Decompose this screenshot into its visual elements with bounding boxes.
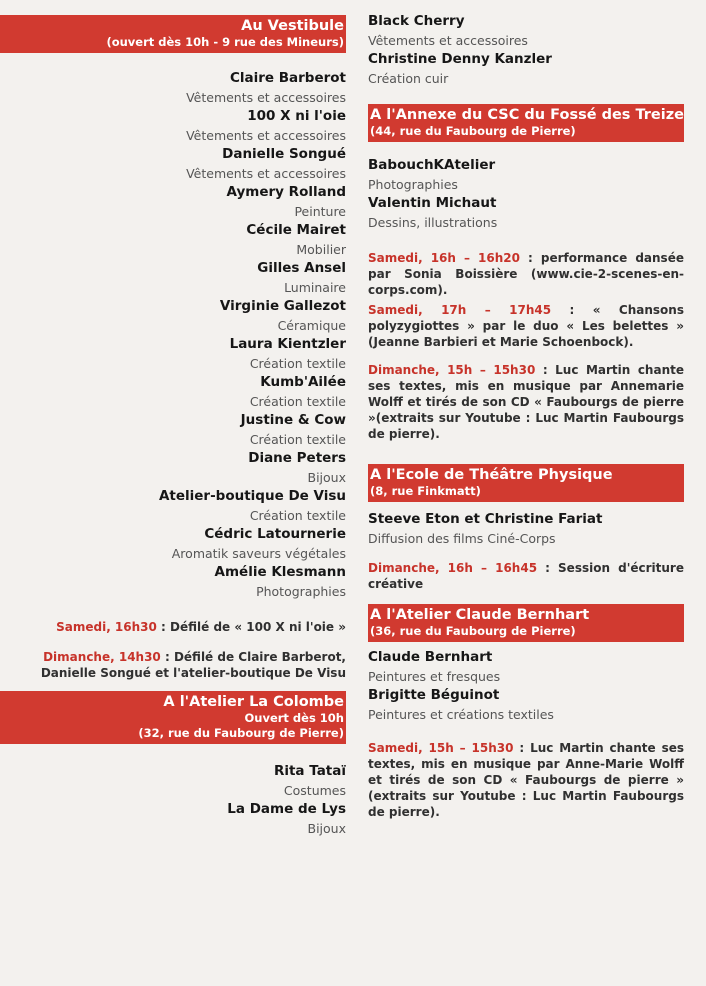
exhibitor-desc: Dessins, illustrations — [368, 215, 498, 230]
event-ecole — [368, 560, 684, 592]
bernhart-banner — [368, 604, 684, 642]
exhibitor-desc: Peintures et créations textiles — [368, 707, 554, 722]
exhibitor-entry — [368, 50, 684, 88]
exhibitor-entry — [0, 259, 346, 297]
event-vestibule-saturday — [0, 619, 346, 635]
exhibitor-entry — [0, 373, 346, 411]
exhibitor-desc: Peinture — [294, 204, 346, 219]
exhibitor-name: Justine & Cow — [240, 412, 346, 428]
exhibitor-desc: Costumes — [283, 783, 346, 798]
exhibitor-name: Steeve Eton et Christine Fariat — [368, 511, 603, 527]
exhibitor-name: Virginie Gallezot — [219, 298, 346, 314]
exhibitor-name: Valentin Michaut — [368, 195, 497, 211]
exhibitor-entry — [0, 563, 346, 601]
event-time: Dimanche, 16h – 16h45 — [368, 561, 538, 575]
exhibitor-name: Black Cherry — [368, 13, 465, 29]
exhibitor-entry — [0, 487, 346, 525]
exhibitor-entry — [0, 525, 346, 563]
exhibitor-entry — [0, 411, 346, 449]
ecole-subtitle: (8, rue Finkmatt) — [370, 484, 481, 498]
exhibitor-entry — [368, 686, 684, 724]
colombe-address: (32, rue du Faubourg de Pierre) — [138, 726, 344, 740]
exhibitor-name: Danielle Songué — [222, 146, 346, 162]
exhibitor-name: Cécile Mairet — [246, 222, 346, 238]
vestibule-title: Au Vestibule — [241, 18, 344, 34]
annexe-title: A l'Annexe du CSC du Fossé des Treize — [370, 107, 685, 123]
event-annexe-1 — [368, 250, 684, 298]
exhibitor-desc: Vêtements et accessoires — [186, 166, 346, 181]
exhibitor-desc: Création textile — [249, 394, 346, 409]
exhibitor-name: Gilles Ansel — [257, 260, 346, 276]
exhibitor-name: BabouchKAtelier — [368, 157, 496, 173]
exhibitor-desc: Céramique — [277, 318, 346, 333]
exhibitor-name: Christine Denny Kanzler — [368, 51, 552, 67]
exhibitor-entry — [0, 183, 346, 221]
ecole-banner — [368, 464, 684, 502]
exhibitor-entry — [368, 156, 684, 194]
exhibitor-name: Amélie Klesmann — [214, 564, 346, 580]
exhibitor-desc: Création textile — [249, 432, 346, 447]
right-column — [368, 0, 684, 820]
ecole-title: A l'Ecole de Théâtre Physique — [370, 467, 613, 483]
exhibitor-desc: Bijoux — [307, 821, 346, 836]
colombe-title: A l'Atelier La Colombe — [163, 694, 344, 710]
bernhart-subtitle: (36, rue du Faubourg de Pierre) — [370, 624, 576, 638]
exhibitor-desc: Photographies — [368, 177, 458, 192]
exhibitor-desc: Vêtements et accessoires — [186, 128, 346, 143]
event-time: Samedi, 15h – 15h30 — [368, 741, 514, 755]
exhibitor-entry — [0, 221, 346, 259]
exhibitor-entry — [0, 145, 346, 183]
exhibitor-entry — [0, 800, 346, 838]
event-vestibule-sunday — [0, 649, 346, 681]
exhibitor-entry — [368, 194, 684, 232]
exhibitor-name: Laura Kientzler — [229, 336, 346, 352]
exhibitor-name: Rita Tataï — [273, 763, 346, 779]
exhibitor-entry — [0, 762, 346, 800]
event-time: Dimanche, 14h30 — [43, 650, 161, 664]
event-text: : Session d'écriture créative — [368, 561, 684, 591]
event-text: : Luc Martin chante ses textes, mis en musique par Anne-Marie Wolff et tirés de son CD « Faubourgs de pierre » (extraits sur Youtube : Luc Martin Faubourgs de pierre). — [368, 741, 684, 819]
exhibitor-desc: Aromatik saveurs végétales — [171, 546, 346, 561]
exhibitor-desc: Vêtements et accessoires — [368, 33, 528, 48]
exhibitor-entry — [0, 107, 346, 145]
exhibitor-name: Aymery Rolland — [226, 184, 346, 200]
colombe-banner — [0, 691, 346, 744]
bernhart-title: A l'Atelier Claude Bernhart — [370, 607, 590, 623]
event-bernhart — [368, 740, 684, 820]
annexe-banner — [368, 104, 684, 142]
vestibule-subtitle: (ouvert dès 10h - 9 rue des Mineurs) — [106, 35, 344, 49]
exhibitor-desc: Création cuir — [368, 71, 449, 86]
event-text: : Luc Martin chante ses textes, mis en musique par Annemarie Wolff et tirés de son CD « Faubourgs de pierre »(extraits sur Youtube : Luc Martin Faubourgs de pierre). — [368, 363, 684, 441]
event-text: : « Chansons polyzygiottes » par le duo « Les belettes » (Jeanne Barbieri et Marie Schoenbock). — [368, 303, 684, 349]
event-annexe-3 — [368, 362, 684, 442]
exhibitor-entry — [0, 335, 346, 373]
exhibitor-desc: Création textile — [249, 356, 346, 371]
exhibitor-entry — [368, 12, 684, 50]
exhibitor-desc: Création textile — [249, 508, 346, 523]
exhibitor-name: Claire Barberot — [229, 70, 346, 86]
event-time: Samedi, 16h – 16h20 — [368, 251, 520, 265]
event-time: Dimanche, 15h – 15h30 — [368, 363, 536, 377]
event-time: Samedi, 17h – 17h45 — [368, 303, 552, 317]
exhibitor-name: Diane Peters — [248, 450, 346, 466]
event-annexe-2 — [368, 302, 684, 350]
exhibitor-name: Brigitte Béguinot — [368, 687, 500, 703]
event-text: : Défilé de « 100 X ni l'oie » — [156, 620, 346, 634]
exhibitor-desc: Peintures et fresques — [368, 669, 501, 684]
exhibitor-entry — [0, 297, 346, 335]
exhibitor-name: La Dame de Lys — [227, 801, 346, 817]
annexe-subtitle: (44, rue du Faubourg de Pierre) — [370, 124, 576, 138]
exhibitor-desc: Luminaire — [284, 280, 346, 295]
exhibitor-name: 100 X ni l'oie — [247, 108, 346, 124]
event-time: Samedi, 16h30 — [56, 620, 157, 634]
exhibitor-entry — [368, 510, 684, 548]
exhibitor-entry — [0, 69, 346, 107]
exhibitor-desc: Vêtements et accessoires — [186, 90, 346, 105]
exhibitor-entry — [0, 449, 346, 487]
exhibitor-entry — [368, 648, 684, 686]
exhibitor-desc: Mobilier — [296, 242, 346, 257]
colombe-opening: Ouvert dès 10h — [244, 711, 344, 725]
event-text: : performance dansée par Sonia Boissière (www.cie-2-scenes-en-corps.com). — [368, 251, 684, 297]
exhibitor-name: Claude Bernhart — [368, 649, 493, 665]
exhibitor-name: Atelier-boutique De Visu — [158, 488, 346, 504]
left-column — [0, 0, 346, 838]
exhibitor-desc: Diffusion des films Ciné-Corps — [368, 531, 556, 546]
vestibule-banner — [0, 15, 346, 53]
exhibitor-desc: Bijoux — [307, 470, 346, 485]
exhibitor-name: Kumb'Ailée — [260, 374, 346, 390]
exhibitor-name: Cédric Latournerie — [204, 526, 346, 542]
event-text: : Défilé de Claire Barberot, Danielle Songué et l'atelier-boutique De Visu — [40, 650, 346, 680]
exhibitor-desc: Photographies — [256, 584, 346, 599]
